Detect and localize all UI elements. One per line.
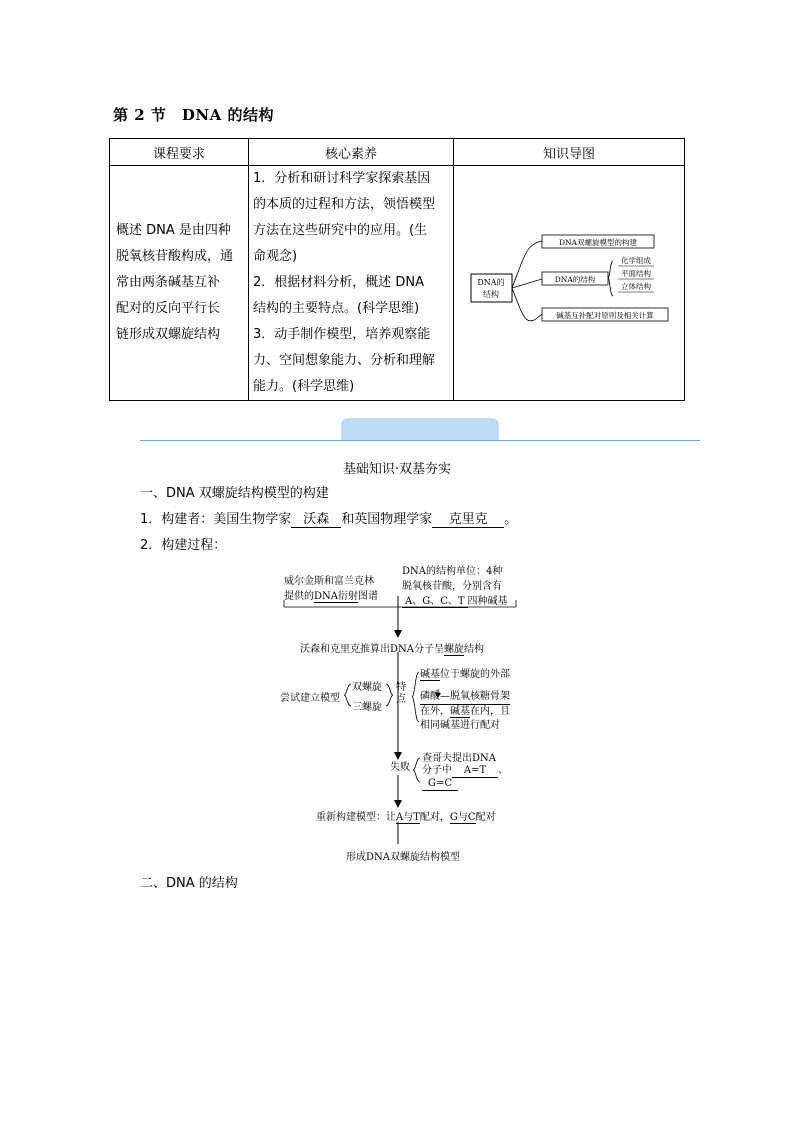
heading-one: 一、DNA 双螺旋结构模型的构建 (140, 486, 329, 501)
flow-text: 碱基位于螺旋的外部 (420, 669, 510, 680)
flow-text: DNA的结构单位：4种 (402, 566, 503, 577)
header-core-literacy: 核心素养 (249, 139, 454, 166)
mindmap-root-line: 结构 (483, 290, 499, 299)
flow-fail-label: 失败 (390, 762, 410, 773)
blank-answer: 沃森 (291, 508, 341, 528)
mindmap-root-line: DNA的 (477, 278, 505, 287)
knowledge-mindmap (454, 169, 684, 397)
section-title: 基础知识·双基夯实 (342, 462, 452, 477)
item-one-middle: 和英国物理学家 (341, 512, 433, 527)
item-one-prefix: 1．构建者：美国生物学家 (140, 512, 292, 527)
construction-flowchart (270, 560, 560, 870)
requirement-line: 概述 DNA 是由四种 (116, 223, 231, 238)
flow-try-option: 双螺旋 (352, 682, 382, 693)
mindmap-brace (608, 261, 613, 296)
requirement-line: 常由两条碱基互补 (116, 275, 221, 290)
flow-text: 在外，碱基在内，且 (420, 706, 510, 717)
mindmap-branch-top: DNA双螺旋模型的构建 (559, 238, 637, 247)
heading-two: 二、DNA 的结构 (140, 876, 238, 891)
flow-brace (386, 695, 393, 706)
literacy-line: 的本质的过程和方法，领悟模型 (253, 197, 436, 212)
literacy-line: 力、空间想象能力、分析和理解 (253, 353, 436, 368)
mindmap-cell (454, 166, 685, 401)
item-one-suffix: 。 (504, 512, 518, 527)
literacy-line: 结构的主要特点。(科学思维) (253, 301, 420, 316)
mindmap-connector-bottom (512, 288, 542, 321)
header-course-requirement: 课程要求 (110, 139, 249, 166)
mindmap-connector-top (512, 241, 542, 288)
literacy-line: 1．分析和研讨科学家探索基因 (253, 171, 431, 186)
literacy-line: 命观念) (253, 249, 298, 264)
flow-text: 磷酸—脱氧核糖骨架 (420, 690, 510, 705)
section-banner-tab (341, 418, 499, 440)
flow-brace (412, 672, 419, 722)
item-one (140, 508, 517, 528)
literacy-line: 3．动手制作模型，培养观察能 (253, 327, 431, 342)
course-requirements-table (109, 138, 685, 401)
flow-arrow-head (394, 800, 402, 808)
header-knowledge-map: 知识导图 (454, 139, 685, 166)
mindmap-sub-item: 立体结构 (621, 282, 651, 291)
flow-try-option: 三螺旋 (352, 702, 382, 713)
literacy-line: 能力。(科学思维) (253, 379, 355, 394)
flow-text: 威尔金斯和富兰克林 (284, 576, 374, 587)
requirement-cell (110, 166, 249, 401)
flow-fail-note: 查哥夫提出DNA 分子中 A=T 、 G=C (422, 753, 508, 789)
requirement-line: 链形成双螺旋结构 (116, 327, 221, 342)
section-banner-line (140, 440, 700, 441)
mindmap-sub-item: 平面结构 (621, 269, 651, 278)
flow-brace (344, 684, 351, 706)
requirement-line: 脱氧核苷酸构成，通 (116, 249, 234, 264)
flow-arrow-head (394, 630, 402, 638)
literacy-line: 2．根据材料分析，概述 DNA (253, 275, 425, 290)
mindmap-branch-mid: DNA的结构 (554, 275, 596, 284)
literacy-line: 方法在这些研究中的应用。(生 (253, 223, 428, 238)
flow-text: 脱氧核苷酸，分别含有 (402, 581, 502, 592)
flow-source-right (402, 562, 508, 608)
mindmap-connector-mid (512, 279, 542, 288)
flow-try-label: 尝试建立模型 (280, 693, 340, 704)
table-row (110, 166, 685, 401)
blank-answer: 克里克 (432, 508, 504, 528)
flow-text: 提供的DNA衍射图谱 (284, 591, 378, 602)
requirement-line: 配对的反向平行长 (116, 301, 221, 316)
mindmap-branch-bottom: 碱基互补配对原则及相关计算 (556, 311, 654, 320)
item-two: 2．构建过程： (140, 538, 227, 553)
flow-text: 相同碱基进行配对 (420, 720, 500, 731)
flow-source-left (284, 572, 378, 602)
table-header-row (110, 139, 685, 166)
flow-text: A、G、C、T 四种碱基 (402, 592, 508, 608)
flow-step-calc: 沃森和克里克推算出DNA分子呈螺旋结构 (300, 644, 484, 655)
mindmap-sub-item: 化学组成 (621, 256, 651, 265)
flow-brace (386, 684, 393, 695)
flow-brace (413, 758, 420, 782)
flow-feature-label: 特 点 (396, 682, 406, 705)
literacy-cell (249, 166, 454, 401)
section-heading: 第 2 节 DNA 的结构 (113, 106, 274, 124)
flow-features (420, 668, 510, 733)
flow-rebuild: 重新构建模型：让A与T配对，G与C配对 (316, 812, 496, 823)
flow-final: 形成DNA双螺旋结构模型 (346, 852, 460, 863)
